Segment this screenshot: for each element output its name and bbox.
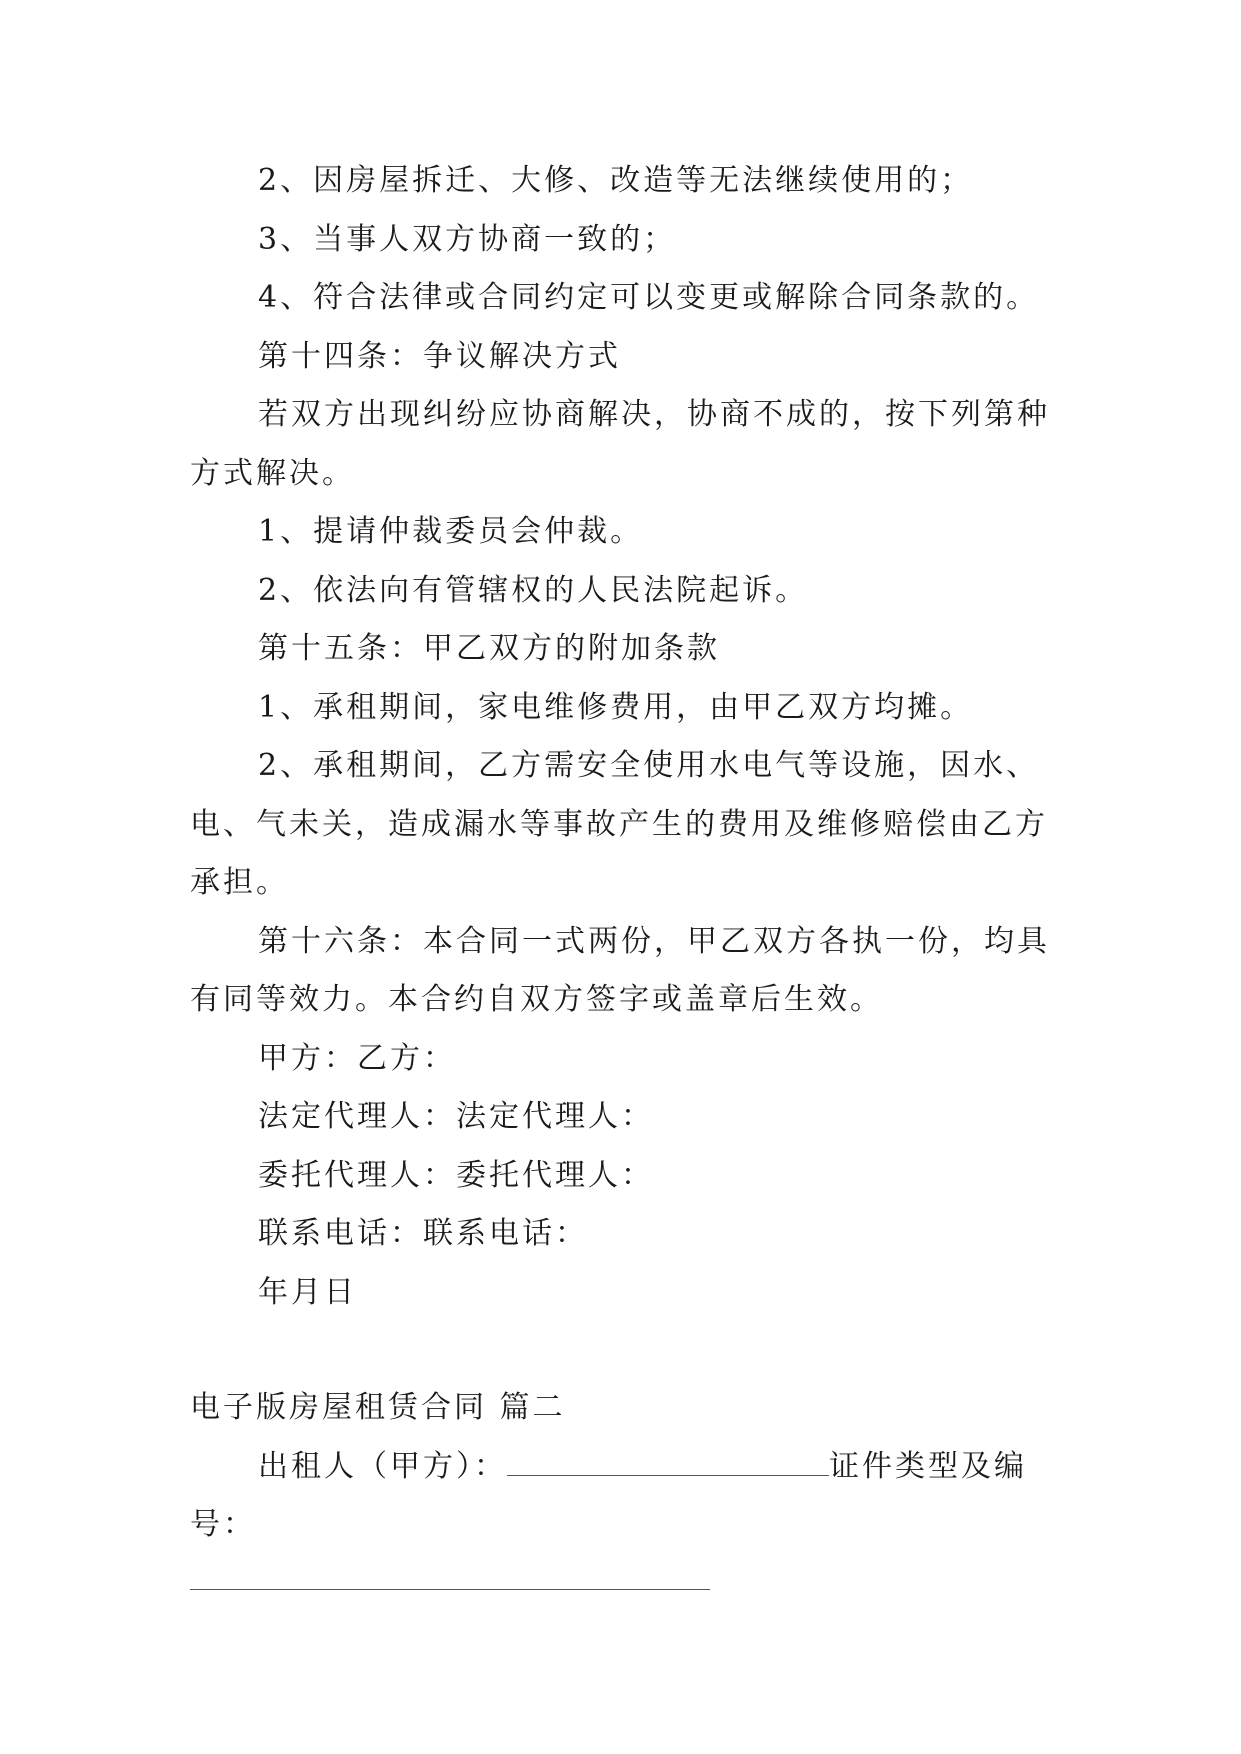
article-15-item-2: 2、承租期间，乙方需安全使用水电气等设施，因水、电、气未关，造成漏水等事故产生的费用及维修赔偿由乙方承担。 — [190, 748, 1048, 900]
article-14-title: 第十四条：争议解决方式 — [258, 338, 621, 374]
signature-phone: 联系电话：联系电话： — [258, 1216, 588, 1251]
article-14-item-2: 2、依法向有管辖权的人民法院起诉。 — [258, 572, 809, 608]
clause-2: 2、因房屋拆迁、大修、改造等无法继续使用的； — [258, 163, 974, 198]
signature-legal-rep: 法定代理人：法定代理人： — [258, 1099, 654, 1134]
lessor-line — [190, 1438, 1060, 1555]
article-15-item-1: 1、承租期间，家电维修费用，由甲乙双方均摊。 — [258, 689, 974, 725]
article-14-item-1: 1、提请仲裁委员会仲裁。 — [258, 514, 644, 549]
section-2-heading: 电子版房屋租赁合同 篇二 — [190, 1390, 566, 1425]
signature-agent: 委托代理人：委托代理人： — [258, 1157, 654, 1193]
signature-date: 年月日 — [258, 1274, 357, 1310]
signature-parties: 甲方：乙方： — [258, 1040, 456, 1076]
document-page — [190, 152, 1060, 1590]
article-16-body: 第十六条：本合同一式两份，甲乙双方各执一份，均具有同等效力。本合约自双方签字或盖章后生效。 — [190, 923, 1050, 1017]
clause-3: 3、当事人双方协商一致的； — [258, 221, 677, 257]
clause-4: 4、符合法律或合同约定可以变更或解除合同条款的。 — [258, 280, 1040, 315]
article-15-title: 第十五条：甲乙双方的附加条款 — [258, 631, 720, 666]
id-label: 证件类型及编号： — [190, 1448, 1027, 1542]
lessor-label: 出租人（甲方）： — [258, 1448, 507, 1484]
id-blank[interactable] — [190, 1555, 710, 1590]
lessor-blank[interactable] — [507, 1451, 829, 1476]
article-14-body: 若双方出现纠纷应协商解决，协商不成的，按下列第种方式解决。 — [190, 397, 1050, 491]
